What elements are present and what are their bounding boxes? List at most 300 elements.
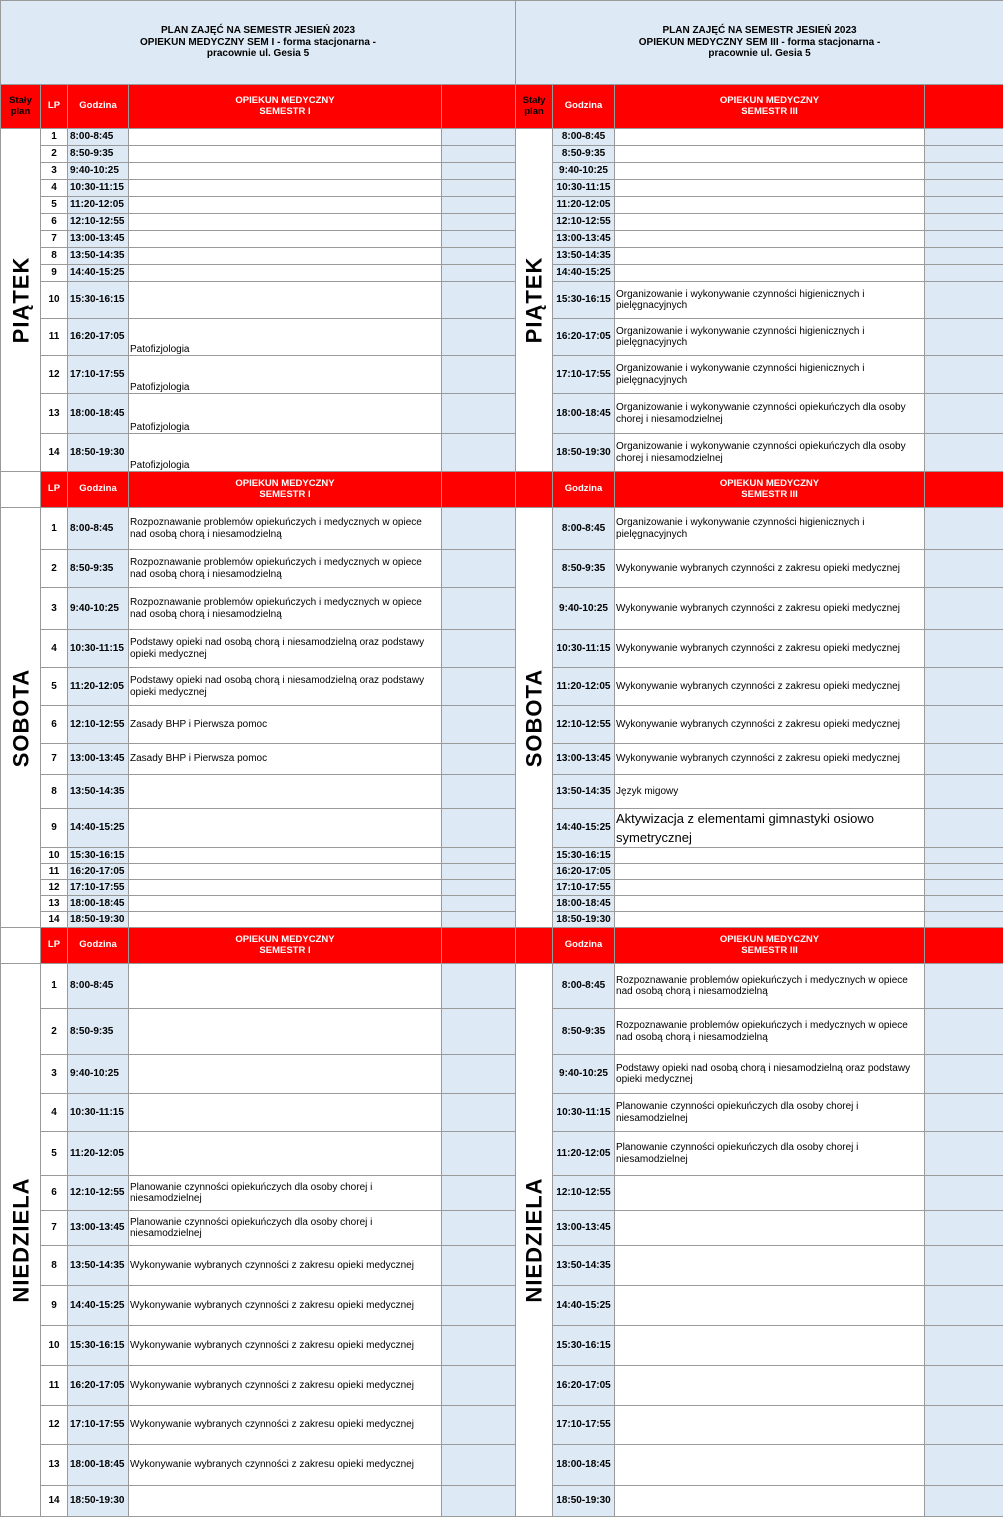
subject-semester-3 [615,896,925,912]
schedule-row [1,1132,1003,1176]
subject-semester-1: Wykonywanie wybranych czynności z zakresu opieki medycznej [129,1366,442,1406]
subject-semester-3 [615,1211,925,1246]
lesson-number: 10 [41,1326,68,1366]
subject-semester-3 [615,163,925,180]
lesson-time: 18:50-19:30 [68,1486,129,1517]
header-semester-3 [615,928,925,964]
day-label-left [1,508,41,928]
subject-semester-1: Zasady BHP i Pierwsza pomoc [129,744,442,775]
header-semester-3 [615,85,925,129]
header-sem1-line1: OPIEKUN MEDYCZNY [129,96,441,107]
subject-semester-1 [129,180,442,197]
subject-semester-1: Planowanie czynności opiekuńczych dla osoby chorej i niesamodzielnej [129,1211,442,1246]
lesson-time-right: 10:30-11:15 [553,630,615,668]
blank-cell-right [925,880,1003,896]
lesson-number: 5 [41,1132,68,1176]
lesson-time-right: 9:40-10:25 [553,1055,615,1094]
lesson-time-right: 13:50-14:35 [553,1246,615,1286]
lesson-number: 11 [41,864,68,880]
lesson-time-right: 18:50-19:30 [553,434,615,472]
lesson-time-right: 8:50-9:35 [553,1009,615,1055]
blank-cell-right [925,231,1003,248]
lesson-time: 9:40-10:25 [68,588,129,630]
schedule-row [1,1055,1003,1094]
blank-cell-right [925,1445,1003,1486]
subject-semester-3 [615,880,925,896]
lesson-time-right: 9:40-10:25 [553,588,615,630]
blank-cell-left [442,214,516,231]
header-godzina-right: Godzina [553,928,615,964]
lesson-time: 8:50-9:35 [68,146,129,163]
blank-cell-left [442,809,516,848]
blank-cell-left [442,848,516,864]
blank-cell-left [442,1176,516,1211]
title-row [1,1,1003,85]
schedule-row [1,1326,1003,1366]
header-gap-right [516,928,553,964]
subject-semester-1 [129,964,442,1009]
header-sem1-line2: SEMESTR I [129,107,441,118]
subject-semester-3 [615,1286,925,1326]
lesson-time-right: 15:30-16:15 [553,1326,615,1366]
day-name: NIEDZIELA [8,1177,33,1302]
subject-semester-3 [615,912,925,928]
blank-cell-right [925,1132,1003,1176]
blank-cell-right [925,197,1003,214]
lesson-time-right: 8:00-8:45 [553,964,615,1009]
subject-semester-1 [129,1094,442,1132]
subject-semester-1 [129,231,442,248]
lesson-number: 14 [41,912,68,928]
lesson-time-right: 8:00-8:45 [553,508,615,550]
lesson-time: 10:30-11:15 [68,630,129,668]
subject-semester-3: Rozpoznawanie problemów opiekuńczych i medycznych w opiece nad osobą chorą i niesamodzielną [615,964,925,1009]
lesson-number: 8 [41,1246,68,1286]
blank-cell-left [442,1055,516,1094]
blank-cell-right [925,848,1003,864]
lesson-time-right: 17:10-17:55 [553,356,615,394]
lesson-time: 10:30-11:15 [68,180,129,197]
lesson-number: 10 [41,282,68,319]
schedule-row [1,588,1003,630]
schedule-row [1,668,1003,706]
lesson-number: 4 [41,1094,68,1132]
lesson-number: 9 [41,1286,68,1326]
lesson-time-right: 11:20-12:05 [553,668,615,706]
lesson-number: 2 [41,1009,68,1055]
lesson-time: 8:00-8:45 [68,508,129,550]
blank-cell-left [442,588,516,630]
day-label-right [516,129,553,472]
blank-cell-right [925,706,1003,744]
schedule-row [1,550,1003,588]
lesson-time: 16:20-17:05 [68,864,129,880]
schedule-row [1,1366,1003,1406]
lesson-time: 13:00-13:45 [68,231,129,248]
blank-cell-right [925,1406,1003,1445]
lesson-time-right: 16:20-17:05 [553,864,615,880]
subject-semester-1 [129,129,442,146]
subject-semester-3 [615,231,925,248]
blank-cell-left [442,319,516,356]
subject-semester-3 [615,1326,925,1366]
schedule-row [1,434,1003,472]
blank-cell-right [925,129,1003,146]
lesson-time: 16:20-17:05 [68,1366,129,1406]
schedule-row [1,197,1003,214]
blank-cell-right [925,1326,1003,1366]
lesson-time: 13:00-13:45 [68,1211,129,1246]
lesson-time: 14:40-15:25 [68,1286,129,1326]
subject-semester-3: Wykonywanie wybranych czynności z zakresu opieki medycznej [615,630,925,668]
lesson-time: 12:10-12:55 [68,706,129,744]
header-gap [1,472,41,508]
lesson-number: 9 [41,809,68,848]
blank-cell-left [442,668,516,706]
header-gap-right [516,472,553,508]
subject-semester-1 [129,214,442,231]
subject-semester-3 [615,197,925,214]
header-blank-left [442,928,516,964]
subject-semester-3: Organizowanie i wykonywanie czynności higienicznych i pielęgnacyjnych [615,356,925,394]
subject-semester-3: Podstawy opieki nad osobą chorą i niesamodzielną oraz podstawy opieki medycznej [615,1055,925,1094]
subject-semester-3 [615,1176,925,1211]
blank-cell-left [442,356,516,394]
subject-semester-1: Wykonywanie wybranych czynności z zakresu opieki medycznej [129,1286,442,1326]
lesson-number: 11 [41,319,68,356]
blank-cell-right [925,434,1003,472]
lesson-number: 7 [41,231,68,248]
lesson-number: 4 [41,630,68,668]
subject-semester-3: Wykonywanie wybranych czynności z zakresu opieki medycznej [615,668,925,706]
blank-cell-right [925,775,1003,809]
subject-semester-1: Patofizjologia [129,356,442,394]
header-row [1,928,1003,964]
blank-cell-left [442,706,516,744]
subject-semester-1 [129,896,442,912]
blank-cell-left [442,180,516,197]
lesson-time-right: 8:50-9:35 [553,550,615,588]
lesson-time-right: 13:50-14:35 [553,775,615,809]
subject-semester-1 [129,912,442,928]
lesson-time-right: 14:40-15:25 [553,265,615,282]
subject-semester-3: Wykonywanie wybranych czynności z zakresu opieki medycznej [615,706,925,744]
header-semester-1 [129,928,442,964]
lesson-time: 11:20-12:05 [68,668,129,706]
header-blank-right [925,472,1003,508]
lesson-time-right: 13:50-14:35 [553,248,615,265]
lesson-number: 1 [41,508,68,550]
day-name: PIĄTEK [521,257,546,344]
lesson-number: 7 [41,744,68,775]
blank-cell-left [442,550,516,588]
lesson-time-right: 10:30-11:15 [553,1094,615,1132]
subject-semester-1 [129,1132,442,1176]
lesson-number: 4 [41,180,68,197]
title-left-line2: OPIEKUN MEDYCZNY SEM I - forma stacjonarna - [1,37,515,49]
subject-semester-3: Wykonywanie wybranych czynności z zakresu opieki medycznej [615,744,925,775]
blank-cell-left [442,1406,516,1445]
blank-cell-left [442,248,516,265]
header-row [1,85,1003,129]
lesson-time-right: 9:40-10:25 [553,163,615,180]
subject-semester-1: Patofizjologia [129,319,442,356]
schedule-row [1,809,1003,848]
subject-semester-3 [615,248,925,265]
header-lp: LP [41,928,68,964]
subject-semester-1: Rozpoznawanie problemów opiekuńczych i medycznych w opiece nad osobą chorą i niesamodzielną [129,550,442,588]
subject-semester-1: Podstawy opieki nad osobą chorą i niesamodzielną oraz podstawy opieki medycznej [129,668,442,706]
lesson-time-right: 17:10-17:55 [553,880,615,896]
subject-semester-1: Zasady BHP i Pierwsza pomoc [129,706,442,744]
lesson-time: 9:40-10:25 [68,163,129,180]
day-label-left [1,964,41,1517]
lesson-time: 18:00-18:45 [68,394,129,434]
subject-semester-1: Podstawy opieki nad osobą chorą i niesamodzielną oraz podstawy opieki medycznej [129,630,442,668]
schedule-row [1,1286,1003,1326]
lesson-time: 18:00-18:45 [68,1445,129,1486]
blank-cell-right [925,964,1003,1009]
schedule-row [1,744,1003,775]
lesson-time-right: 8:50-9:35 [553,146,615,163]
lesson-number: 8 [41,248,68,265]
lesson-number: 13 [41,896,68,912]
lesson-number: 3 [41,1055,68,1094]
lesson-time-right: 10:30-11:15 [553,180,615,197]
lesson-time: 18:50-19:30 [68,912,129,928]
header-sem3-line1: OPIEKUN MEDYCZNY [615,479,924,490]
schedule-row [1,706,1003,744]
blank-cell-left [442,1132,516,1176]
header-blank-left [442,85,516,129]
lesson-time: 10:30-11:15 [68,1094,129,1132]
subject-semester-3: Rozpoznawanie problemów opiekuńczych i medycznych w opiece nad osobą chorą i niesamodzielną [615,1009,925,1055]
lesson-number: 11 [41,1366,68,1406]
schedule-row [1,1009,1003,1055]
subject-semester-3: Wykonywanie wybranych czynności z zakresu opieki medycznej [615,588,925,630]
subject-semester-1 [129,146,442,163]
lesson-time-right: 14:40-15:25 [553,809,615,848]
lesson-number: 5 [41,668,68,706]
subject-semester-1 [129,248,442,265]
blank-cell-left [442,1094,516,1132]
subject-semester-3 [615,265,925,282]
header-row [1,472,1003,508]
schedule-row [1,231,1003,248]
subject-semester-1: Patofizjologia [129,434,442,472]
blank-cell-right [925,630,1003,668]
schedule-row [1,848,1003,864]
blank-cell-right [925,809,1003,848]
schedule-row [1,912,1003,928]
title-left-line3: pracownie ul. Gesia 5 [1,48,515,60]
subject-semester-1: Rozpoznawanie problemów opiekuńczych i medycznych w opiece nad osobą chorą i niesamodzielną [129,508,442,550]
day-name: NIEDZIELA [521,1177,546,1302]
lesson-number: 10 [41,848,68,864]
blank-cell-right [925,588,1003,630]
lesson-time: 17:10-17:55 [68,880,129,896]
title-right-line1: PLAN ZAJĘĆ NA SEMESTR JESIEŃ 2023 [516,25,1003,37]
lesson-number: 9 [41,265,68,282]
header-godzina: Godzina [68,85,129,129]
header-blank-left [442,472,516,508]
subject-semester-1 [129,265,442,282]
subject-semester-1 [129,163,442,180]
lesson-time: 15:30-16:15 [68,1326,129,1366]
day-name: SOBOTA [521,668,546,766]
lesson-time: 11:20-12:05 [68,1132,129,1176]
blank-cell-right [925,744,1003,775]
schedule-row [1,180,1003,197]
schedule-row [1,880,1003,896]
subject-semester-1 [129,848,442,864]
blank-cell-right [925,1009,1003,1055]
subject-semester-1: Wykonywanie wybranych czynności z zakresu opieki medycznej [129,1326,442,1366]
subject-semester-1: Patofizjologia [129,394,442,434]
lesson-time: 11:20-12:05 [68,197,129,214]
lesson-number: 2 [41,146,68,163]
lesson-time-right: 8:00-8:45 [553,129,615,146]
subject-semester-3 [615,1486,925,1517]
lesson-time: 17:10-17:55 [68,1406,129,1445]
header-sem1-line2: SEMESTR I [129,946,441,957]
subject-semester-1 [129,282,442,319]
subject-semester-1 [129,775,442,809]
subject-semester-1 [129,809,442,848]
subject-semester-3: Planowanie czynności opiekuńczych dla osoby chorej i niesamodzielnej [615,1094,925,1132]
blank-cell-left [442,630,516,668]
schedule-row [1,319,1003,356]
lesson-time: 17:10-17:55 [68,356,129,394]
lesson-number: 14 [41,1486,68,1517]
lesson-number: 12 [41,1406,68,1445]
blank-cell-left [442,1246,516,1286]
title-left [1,1,516,85]
subject-semester-3: Język migowy [615,775,925,809]
blank-cell-left [442,1286,516,1326]
lesson-time-right: 18:00-18:45 [553,896,615,912]
blank-cell-left [442,744,516,775]
header-godzina-right: Godzina [553,472,615,508]
subject-semester-3 [615,1246,925,1286]
lesson-time-right: 13:00-13:45 [553,1211,615,1246]
blank-cell-right [925,912,1003,928]
blank-cell-right [925,1366,1003,1406]
lesson-time-right: 16:20-17:05 [553,1366,615,1406]
lesson-time-right: 12:10-12:55 [553,1176,615,1211]
lesson-number: 8 [41,775,68,809]
lesson-time: 16:20-17:05 [68,319,129,356]
lesson-number: 1 [41,129,68,146]
blank-cell-right [925,1246,1003,1286]
lesson-time: 8:50-9:35 [68,550,129,588]
schedule-row [1,864,1003,880]
lesson-time-right: 13:00-13:45 [553,231,615,248]
blank-cell-left [442,1366,516,1406]
schedule-row [1,394,1003,434]
lesson-number: 12 [41,356,68,394]
blank-cell-right [925,394,1003,434]
schedule-row [1,163,1003,180]
blank-cell-right [925,1286,1003,1326]
header-godzina-right: Godzina [553,85,615,129]
lesson-number: 14 [41,434,68,472]
lesson-time-right: 18:00-18:45 [553,394,615,434]
schedule-row [1,1445,1003,1486]
blank-cell-right [925,146,1003,163]
subject-semester-1 [129,197,442,214]
blank-cell-left [442,394,516,434]
lesson-number: 6 [41,1176,68,1211]
subject-semester-3 [615,1406,925,1445]
blank-cell-right [925,282,1003,319]
header-staly-plan-right: Stały plan [516,85,553,129]
lesson-time: 9:40-10:25 [68,1055,129,1094]
subject-semester-3 [615,214,925,231]
subject-semester-3: Organizowanie i wykonywanie czynności higienicznych i pielęgnacyjnych [615,282,925,319]
subject-semester-1 [129,864,442,880]
header-blank-right [925,85,1003,129]
lesson-time: 8:00-8:45 [68,964,129,1009]
subject-semester-3: Organizowanie i wykonywanie czynności higienicznych i pielęgnacyjnych [615,319,925,356]
blank-cell-right [925,1094,1003,1132]
header-blank-right [925,928,1003,964]
lesson-time: 18:00-18:45 [68,896,129,912]
subject-semester-1: Rozpoznawanie problemów opiekuńczych i medycznych w opiece nad osobą chorą i niesamodzielną [129,588,442,630]
subject-semester-1 [129,1486,442,1517]
lesson-time: 14:40-15:25 [68,809,129,848]
subject-semester-1 [129,1055,442,1094]
blank-cell-left [442,129,516,146]
lesson-time: 13:50-14:35 [68,775,129,809]
schedule-row [1,508,1003,550]
subject-semester-1: Wykonywanie wybranych czynności z zakresu opieki medycznej [129,1445,442,1486]
schedule-row [1,1176,1003,1211]
blank-cell-right [925,864,1003,880]
schedule-row [1,1486,1003,1517]
blank-cell-left [442,163,516,180]
lesson-time: 8:00-8:45 [68,129,129,146]
lesson-number: 3 [41,163,68,180]
subject-semester-1 [129,880,442,896]
schedule-row [1,146,1003,163]
blank-cell-right [925,508,1003,550]
lesson-number: 3 [41,588,68,630]
lesson-time: 15:30-16:15 [68,848,129,864]
blank-cell-left [442,265,516,282]
lesson-number: 6 [41,214,68,231]
blank-cell-left [442,775,516,809]
lesson-time: 14:40-15:25 [68,265,129,282]
lesson-number: 12 [41,880,68,896]
header-lp: LP [41,85,68,129]
subject-semester-3 [615,1366,925,1406]
schedule-row [1,129,1003,146]
subject-semester-3 [615,180,925,197]
header-semester-1 [129,472,442,508]
blank-cell-right [925,1486,1003,1517]
lesson-time-right: 18:50-19:30 [553,912,615,928]
schedule-row [1,775,1003,809]
schedule-row [1,1406,1003,1445]
blank-cell-left [442,508,516,550]
schedule-row [1,265,1003,282]
blank-cell-right [925,356,1003,394]
lesson-time: 13:00-13:45 [68,744,129,775]
lesson-time-right: 14:40-15:25 [553,1286,615,1326]
lesson-time-right: 11:20-12:05 [553,1132,615,1176]
schedule-row [1,964,1003,1009]
